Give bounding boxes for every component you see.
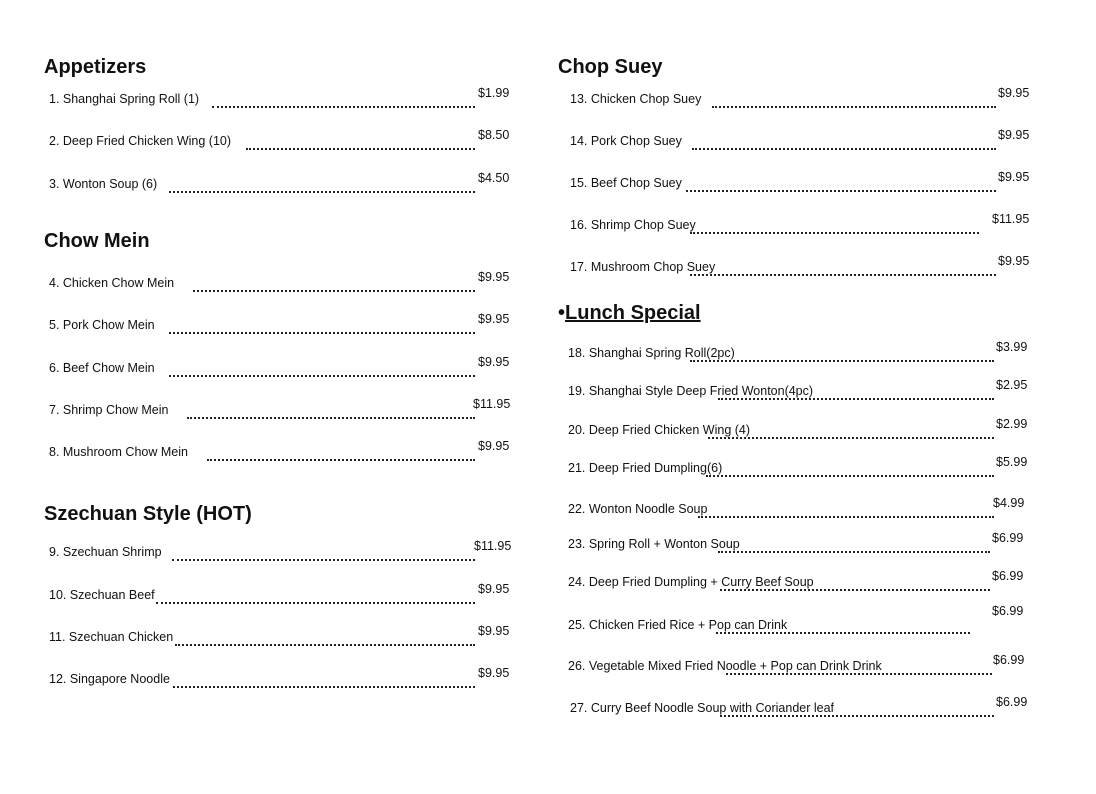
item-name: 2. Deep Fried Chicken Wing (10)	[49, 134, 232, 148]
item-price: $9.95	[478, 312, 510, 326]
menu-item	[49, 270, 514, 294]
item-name: 22. Wonton Noodle Soup	[568, 502, 708, 516]
item-name: 1. Shanghai Spring Roll (1)	[49, 92, 200, 106]
dot-leader	[212, 106, 475, 108]
menu-item	[568, 569, 1038, 593]
item-price: $9.95	[998, 254, 1030, 268]
menu-item	[49, 439, 514, 463]
menu-item	[568, 653, 1038, 677]
menu-item	[568, 340, 1038, 364]
item-price: $9.95	[478, 582, 510, 596]
item-name: 23. Spring Roll + Wonton Soup	[568, 537, 740, 551]
menu-item	[49, 171, 514, 195]
item-name: 20. Deep Fried Chicken Wing (4)	[568, 423, 751, 437]
chow-mein-heading: Chow Mein	[44, 230, 150, 252]
dot-leader	[156, 602, 475, 604]
item-name: 19. Shanghai Style Deep Fried Wonton(4pc)	[568, 384, 814, 398]
item-name: 9. Szechuan Shrimp	[49, 545, 162, 559]
menu-item	[570, 212, 1040, 236]
menu-item	[568, 455, 1038, 479]
item-price: $9.95	[478, 666, 510, 680]
dot-leader	[706, 475, 994, 477]
dot-leader	[718, 551, 990, 553]
dot-leader	[187, 417, 475, 419]
item-price: $6.99	[992, 531, 1024, 545]
item-price: $9.95	[478, 624, 510, 638]
lunch-special-title: Lunch Special	[565, 302, 701, 324]
menu-item	[568, 531, 1038, 555]
chop-suey-heading: Chop Suey	[558, 56, 663, 78]
menu-item	[570, 695, 1040, 719]
item-name: 3. Wonton Soup (6)	[49, 177, 158, 191]
item-name: 13. Chicken Chop Suey	[570, 92, 702, 106]
menu-item	[49, 355, 514, 379]
item-name: 15. Beef Chop Suey	[570, 176, 682, 190]
item-price: $1.99	[478, 86, 510, 100]
dot-leader	[726, 673, 992, 675]
item-name: 10. Szechuan Beef	[49, 588, 155, 602]
menu-item	[49, 312, 514, 336]
menu-item	[568, 378, 1038, 402]
dot-leader	[686, 190, 996, 192]
menu-item	[49, 397, 514, 421]
item-price: $11.95	[992, 212, 1030, 226]
appetizers-heading: Appetizers	[44, 56, 147, 78]
item-price: $3.99	[996, 340, 1028, 354]
item-price: $9.95	[478, 439, 510, 453]
item-price: $4.50	[478, 171, 510, 185]
item-name: 16. Shrimp Chop Suey	[570, 218, 696, 232]
item-price: $6.99	[992, 604, 1024, 618]
item-name: 24. Deep Fried Dumpling + Curry Beef Soup	[568, 575, 814, 589]
dot-leader	[716, 632, 970, 634]
item-name: 27. Curry Beef Noodle Soup with Coriander leaf	[570, 701, 835, 715]
item-name: 12. Singapore Noodle	[49, 672, 170, 686]
dot-leader	[698, 516, 994, 518]
item-price: $6.99	[992, 569, 1024, 583]
item-name: 5. Pork Chow Mein	[49, 318, 155, 332]
menu-item	[49, 666, 514, 690]
dot-leader	[720, 589, 990, 591]
dot-leader	[175, 644, 475, 646]
item-name: 17. Mushroom Chop Suey	[570, 260, 716, 274]
item-price: $9.95	[478, 355, 510, 369]
menu-item	[568, 496, 1038, 520]
dot-leader	[718, 398, 994, 400]
item-name: 14. Pork Chop Suey	[570, 134, 682, 148]
dot-leader	[173, 686, 475, 688]
item-name: 18. Shanghai Spring Roll(2pc)	[568, 346, 735, 360]
item-name: 21. Deep Fried Dumpling(6)	[568, 461, 723, 475]
dot-leader	[692, 148, 996, 150]
menu-item	[570, 86, 1040, 110]
menu-item	[49, 128, 514, 152]
dot-leader	[193, 290, 475, 292]
dot-leader	[690, 360, 994, 362]
item-price: $4.99	[993, 496, 1025, 510]
lunch-special-heading	[558, 302, 701, 325]
dot-leader	[169, 191, 475, 193]
menu-item	[570, 128, 1040, 152]
menu-item	[570, 254, 1040, 278]
menu-item	[570, 170, 1040, 194]
item-name: 8. Mushroom Chow Mein	[49, 445, 188, 459]
dot-leader	[207, 459, 475, 461]
menu-item	[568, 604, 1038, 636]
item-price: $9.95	[998, 86, 1030, 100]
item-name: 26. Vegetable Mixed Fried Noodle + Pop can Drink Drink	[568, 659, 882, 673]
menu-item	[49, 624, 514, 648]
item-price: $2.95	[996, 378, 1028, 392]
menu-item	[49, 582, 514, 606]
item-name: 7. Shrimp Chow Mein	[49, 403, 169, 417]
item-price: $6.99	[993, 653, 1025, 667]
menu-item	[49, 539, 514, 563]
item-price: $9.95	[998, 128, 1030, 142]
item-price: $9.95	[478, 270, 510, 284]
szechuan-heading: Szechuan Style (HOT)	[44, 503, 252, 525]
menu-item	[49, 86, 514, 110]
dot-leader	[708, 437, 994, 439]
dot-leader	[712, 106, 996, 108]
item-price: $6.99	[996, 695, 1028, 709]
item-name: 11. Szechuan Chicken	[49, 630, 174, 644]
menu-item	[568, 417, 1038, 441]
bullet-icon: •	[558, 302, 566, 324]
item-price: $9.95	[998, 170, 1030, 184]
item-name: 4. Chicken Chow Mein	[49, 276, 175, 290]
item-price: $8.50	[478, 128, 510, 142]
dot-leader	[169, 375, 475, 377]
dot-leader	[720, 715, 994, 717]
dot-leader	[172, 559, 475, 561]
item-price: $11.95	[473, 397, 511, 411]
dot-leader	[690, 232, 979, 234]
dot-leader	[246, 148, 475, 150]
item-name: 6. Beef Chow Mein	[49, 361, 155, 375]
dot-leader	[169, 332, 475, 334]
item-price: $11.95	[474, 539, 512, 553]
item-name: 25. Chicken Fried Rice + Pop can Drink	[568, 618, 788, 632]
item-price: $5.99	[996, 455, 1028, 469]
dot-leader	[690, 274, 996, 276]
item-price: $2.99	[996, 417, 1028, 431]
